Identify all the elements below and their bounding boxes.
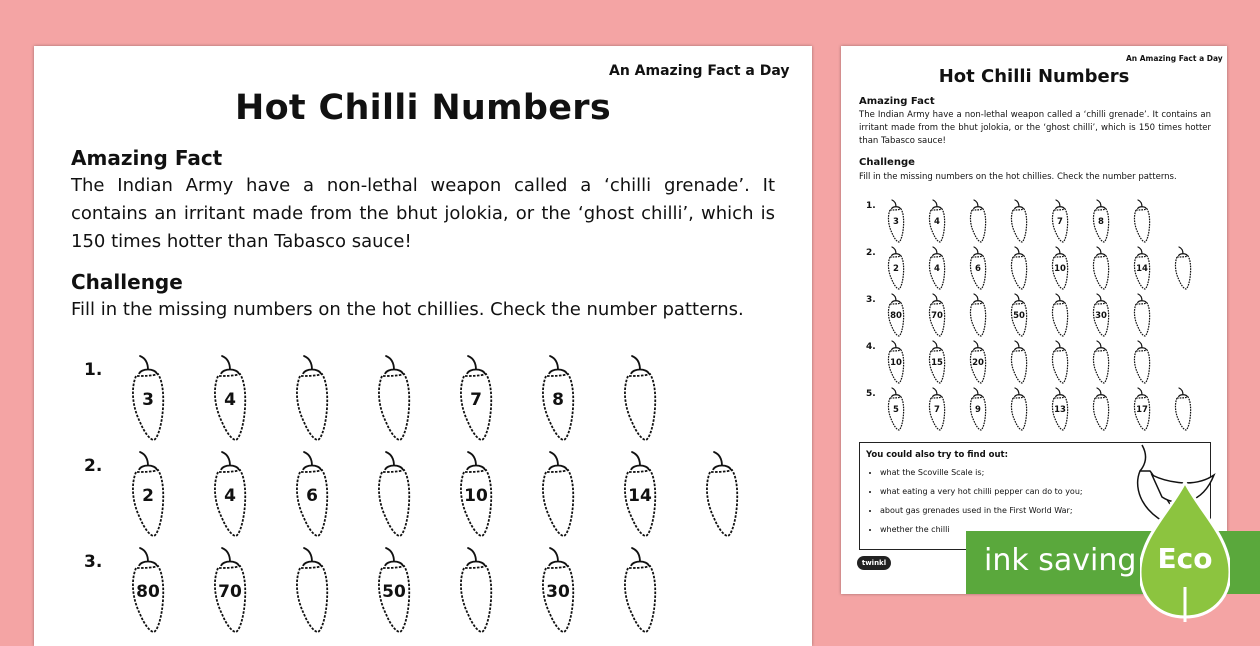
find-out-item: • about gas grenades used in the First World War;: [880, 501, 1083, 520]
chilli-icon: [1009, 246, 1029, 291]
chilli-blank[interactable]: [620, 354, 660, 444]
chilli-number: [886, 199, 906, 244]
chilli-number: [128, 546, 168, 636]
chilli-number: [1009, 293, 1029, 338]
chilli-value: 6: [975, 264, 981, 274]
chilli-blank[interactable]: [968, 199, 988, 244]
find-out-heading: You could also try to find out:: [866, 450, 1008, 460]
chilli-value: 6: [306, 486, 318, 506]
chilli-icon: [1173, 387, 1193, 432]
eco-leaf-icon: [1140, 482, 1230, 626]
chilli-blank[interactable]: [1132, 293, 1152, 338]
chilli-value: 70: [218, 582, 242, 602]
find-out-item: • whether the chilli: [880, 520, 1083, 539]
row-label: 5.: [866, 389, 876, 399]
chilli-icon: [1091, 246, 1111, 291]
chilli-icon: [1009, 199, 1029, 244]
twinkl-logo: twinkl: [857, 556, 891, 570]
page-title: Hot Chilli Numbers: [235, 88, 611, 128]
chilli-number: [456, 354, 496, 444]
chilli-blank[interactable]: [456, 546, 496, 636]
chilli-icon: [620, 354, 660, 444]
chilli-number: [1091, 293, 1111, 338]
chilli-icon: [1091, 340, 1111, 385]
chilli-blank[interactable]: [1009, 387, 1029, 432]
chilli-icon: [1173, 246, 1193, 291]
row-label: 4.: [866, 342, 876, 352]
row-label: 2.: [84, 456, 103, 476]
chilli-blank[interactable]: [702, 450, 742, 540]
chilli-number: [1132, 246, 1152, 291]
row-label: 2.: [866, 248, 876, 258]
chilli-number: [538, 546, 578, 636]
chilli-number: [374, 546, 414, 636]
chilli-blank[interactable]: [968, 293, 988, 338]
chilli-number: [886, 387, 906, 432]
page-tag: An Amazing Fact a Day: [1126, 54, 1223, 63]
chilli-number: [927, 340, 947, 385]
chilli-number: [927, 199, 947, 244]
chilli-value: 7: [934, 405, 940, 415]
chilli-number: [968, 340, 988, 385]
chilli-blank[interactable]: [1091, 340, 1111, 385]
chilli-blank[interactable]: [374, 354, 414, 444]
chilli-value: 9: [975, 405, 981, 415]
chilli-value: 7: [470, 390, 482, 410]
chilli-value: 10: [464, 486, 488, 506]
chilli-icon: [292, 354, 332, 444]
chilli-value: 2: [142, 486, 154, 506]
chilli-value: 8: [552, 390, 564, 410]
chilli-icon: [1009, 340, 1029, 385]
chilli-number: [210, 546, 250, 636]
chilli-blank[interactable]: [1091, 387, 1111, 432]
chilli-number: [1050, 199, 1070, 244]
page-title: Hot Chilli Numbers: [938, 66, 1130, 87]
chilli-icon: [374, 450, 414, 540]
chilli-blank[interactable]: [620, 546, 660, 636]
chilli-icon: [1050, 340, 1070, 385]
chilli-value: 5: [893, 405, 899, 415]
chilli-number: [1091, 199, 1111, 244]
chilli-number: [456, 450, 496, 540]
chilli-blank[interactable]: [1009, 199, 1029, 244]
chilli-icon: [1050, 293, 1070, 338]
ink-saving-label: ink saving: [984, 543, 1137, 578]
chilli-number: [927, 293, 947, 338]
chilli-icon: [1132, 199, 1152, 244]
chilli-icon: [620, 546, 660, 636]
chilli-number: [927, 246, 947, 291]
chilli-value: 15: [931, 358, 943, 368]
chilli-blank[interactable]: [1050, 340, 1070, 385]
chilli-value: 8: [1098, 217, 1104, 227]
page-tag: An Amazing Fact a Day: [609, 63, 790, 79]
chilli-value: 17: [1136, 405, 1148, 415]
chilli-value: 50: [1013, 311, 1025, 321]
chilli-value: 80: [890, 311, 902, 321]
chilli-value: 7: [1057, 217, 1063, 227]
chilli-value: 50: [382, 582, 406, 602]
chilli-number: [128, 354, 168, 444]
row-label: 1.: [84, 360, 103, 380]
chilli-number: [968, 387, 988, 432]
chilli-value: 3: [893, 217, 899, 227]
fact-heading: Amazing Fact: [71, 146, 223, 170]
chilli-number: [210, 354, 250, 444]
fact-text: The Indian Army have a non-lethal weapon called a ‘chilli grenade’. It contains an irritant made from the bhut jolokia, or the ‘ghost chilli’, which is 150 times hotter than Tabasco sauce!: [71, 175, 775, 252]
chilli-value: 14: [628, 486, 652, 506]
chilli-icon: [456, 546, 496, 636]
chilli-blank[interactable]: [1009, 340, 1029, 385]
chilli-number: [886, 293, 906, 338]
chilli-value: 4: [934, 217, 940, 227]
challenge-text: Fill in the missing numbers on the hot chillies. Check the number patterns.: [71, 299, 744, 320]
chilli-number: [210, 450, 250, 540]
chilli-blank[interactable]: [292, 354, 332, 444]
chilli-value: 4: [224, 486, 236, 506]
row-label: 3.: [866, 295, 876, 305]
fact-text: The Indian Army have a non-lethal weapon called a ‘chilli grenade’. It contains an irritant made from the bhut jolokia, or the ‘ghost chilli’, which is 150 times hotter than Tabasco sauce!: [859, 110, 1211, 146]
chilli-number: [1050, 387, 1070, 432]
chilli-blank[interactable]: [1009, 246, 1029, 291]
chilli-icon: [1132, 293, 1152, 338]
challenge-heading: Challenge: [859, 157, 915, 168]
chilli-value: 20: [972, 358, 984, 368]
chilli-blank[interactable]: [292, 546, 332, 636]
chilli-number: [538, 354, 578, 444]
chilli-blank[interactable]: [1132, 199, 1152, 244]
chilli-value: 10: [890, 358, 902, 368]
find-out-list: [866, 463, 1083, 539]
chilli-value: 2: [893, 264, 899, 274]
find-out-item: • what eating a very hot chilli pepper can do to you;: [880, 482, 1083, 501]
chilli-blank[interactable]: [1091, 246, 1111, 291]
chilli-number: [968, 246, 988, 291]
chilli-value: 10: [1054, 264, 1066, 274]
chilli-value: 13: [1054, 405, 1066, 415]
chilli-number: [1132, 387, 1152, 432]
chilli-blank[interactable]: [374, 450, 414, 540]
chilli-number: [620, 450, 660, 540]
chilli-number: [886, 340, 906, 385]
challenge-heading: Challenge: [71, 270, 183, 294]
challenge-text: Fill in the missing numbers on the hot chillies. Check the number patterns.: [859, 172, 1177, 182]
chilli-icon: [292, 546, 332, 636]
find-out-item: • what the Scoville Scale is;: [880, 463, 1083, 482]
chilli-number: [886, 246, 906, 291]
chilli-value: 70: [931, 311, 943, 321]
chilli-icon: [702, 450, 742, 540]
row-label: 1.: [866, 201, 876, 211]
chilli-number: [1050, 246, 1070, 291]
chilli-icon: [968, 199, 988, 244]
eco-label: Eco: [1157, 542, 1213, 575]
chilli-value: 30: [546, 582, 570, 602]
chilli-icon: [1132, 340, 1152, 385]
chilli-value: 30: [1095, 311, 1107, 321]
chilli-blank[interactable]: [1132, 340, 1152, 385]
row-label: 3.: [84, 552, 103, 572]
chilli-number: [128, 450, 168, 540]
chilli-blank[interactable]: [1173, 246, 1193, 291]
chilli-icon: [538, 450, 578, 540]
chilli-number: [292, 450, 332, 540]
chilli-value: 14: [1136, 264, 1148, 274]
fact-heading: Amazing Fact: [859, 96, 935, 107]
chilli-value: 4: [934, 264, 940, 274]
chilli-blank[interactable]: [538, 450, 578, 540]
chilli-value: 3: [142, 390, 154, 410]
worksheet-large: [34, 46, 812, 646]
chilli-icon: [1091, 387, 1111, 432]
chilli-value: 4: [224, 390, 236, 410]
chilli-icon: [968, 293, 988, 338]
chilli-blank[interactable]: [1050, 293, 1070, 338]
chilli-value: 80: [136, 582, 160, 602]
chilli-blank[interactable]: [1173, 387, 1193, 432]
chilli-icon: [374, 354, 414, 444]
chilli-number: [927, 387, 947, 432]
chilli-icon: [1009, 387, 1029, 432]
